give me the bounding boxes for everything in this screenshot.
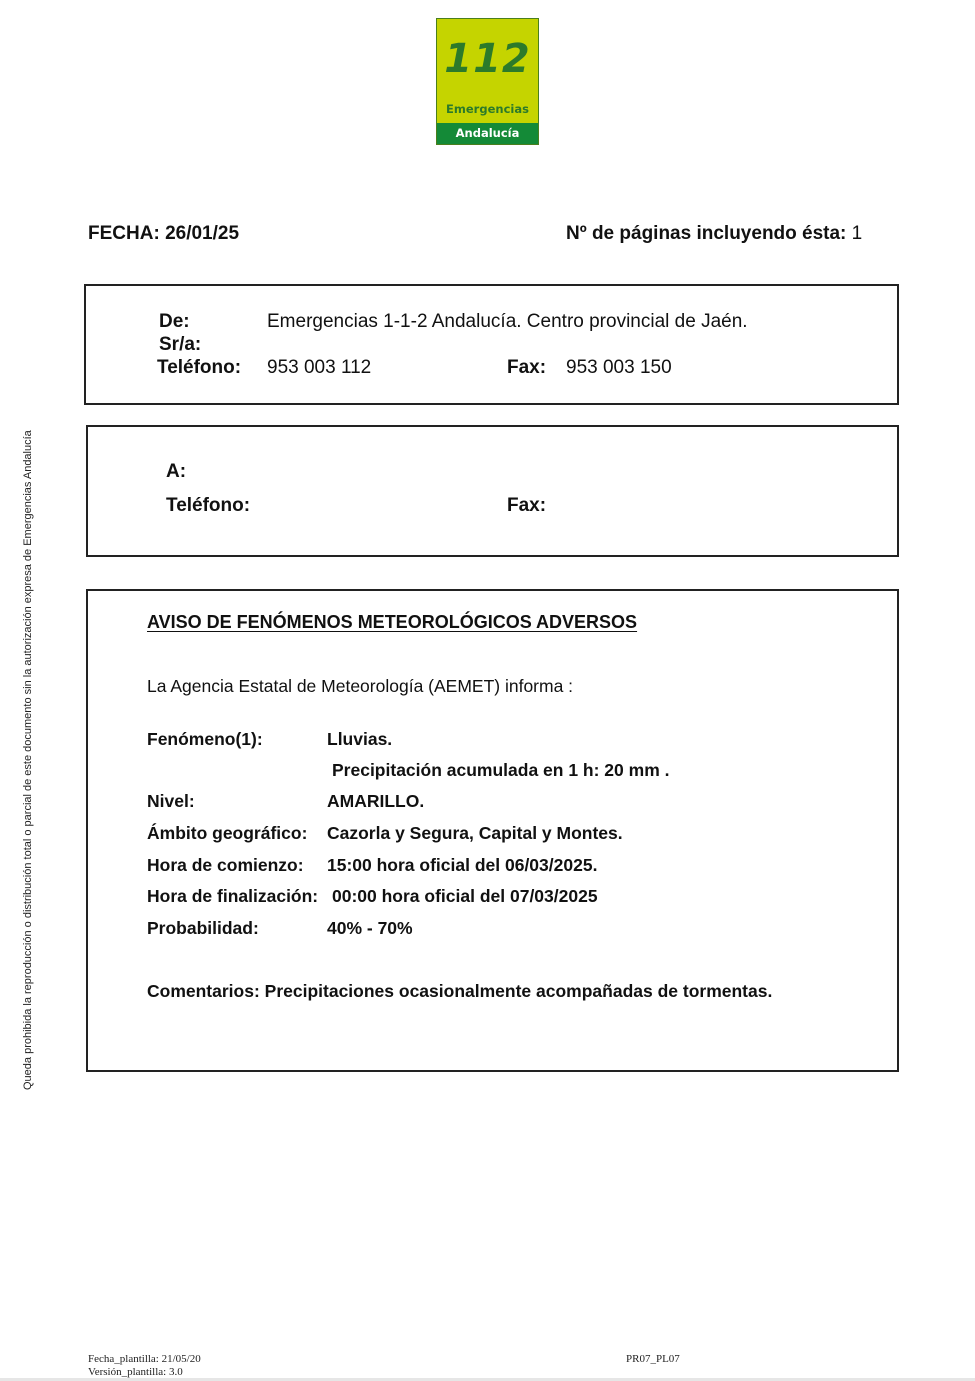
comentarios: Comentarios: Precipitaciones ocasionalmente acompañadas de tormentas. — [147, 981, 773, 1001]
comienzo-value: 15:00 hora oficial del 06/03/2025. — [327, 855, 598, 875]
logo-region: Andalucía — [437, 123, 538, 144]
sender-box — [84, 284, 899, 405]
sender-telefono-label: Teléfono: — [157, 357, 242, 378]
fenomeno-label: Fenómeno(1): — [147, 729, 263, 749]
nivel-value: AMARILLO. — [327, 791, 425, 811]
a-label: A: — [166, 461, 187, 482]
sender-fax-value: 953 003 150 — [566, 357, 672, 378]
fenomeno-detail: Precipitación acumulada en 1 h: 20 mm . — [332, 760, 670, 780]
emergencias-112-logo — [436, 18, 539, 145]
footer-version-plantilla: Versión_plantilla: 3.0 — [88, 1366, 183, 1378]
de-label: De: — [159, 311, 190, 332]
fecha-header — [88, 223, 239, 245]
probabilidad-label: Probabilidad: — [147, 918, 259, 938]
finalizacion-value: 00:00 hora oficial del 07/03/2025 — [332, 886, 598, 906]
sender-fax-label: Fax: — [507, 357, 547, 378]
footer-fecha-plantilla: Fecha_plantilla: 21/05/20 — [88, 1353, 201, 1365]
aviso-title: AVISO DE FENÓMENOS METEOROLÓGICOS ADVERSOS — [147, 612, 638, 632]
recipient-fax-label: Fax: — [507, 495, 547, 516]
fecha-value: 26/01/25 — [165, 223, 240, 244]
paginas-value: 1 — [851, 223, 863, 244]
logo-number: 112 — [444, 36, 531, 82]
fecha-label: FECHA: — [88, 223, 160, 244]
aviso-intro: La Agencia Estatal de Meteorología (AEMET) informa : — [147, 676, 574, 696]
de-value: Emergencias 1-1-2 Andalucía. Centro provincial de Jaén. — [267, 311, 748, 332]
footer-code: PR07_PL07 — [626, 1353, 680, 1365]
fenomeno-value: Lluvias. — [327, 729, 393, 749]
sender-telefono-value: 953 003 112 — [267, 357, 372, 378]
sra-label: Sr/a: — [159, 334, 202, 355]
finalizacion-label: Hora de finalización: — [147, 886, 319, 906]
recipient-telefono-label: Teléfono: — [166, 495, 251, 516]
ambito-label: Ámbito geográfico: — [147, 823, 308, 843]
paginas-label: Nº de páginas incluyendo ésta: — [566, 223, 847, 244]
side-legal-note: Queda prohibida la reproducción o distribución total o parcial de este documento sin la autorización expresa de Emergencias Andalucía — [22, 430, 34, 1090]
comienzo-label: Hora de comienzo: — [147, 855, 304, 875]
probabilidad-value: 40% - 70% — [327, 918, 413, 938]
paginas-header — [566, 223, 862, 245]
nivel-label: Nivel: — [147, 791, 195, 811]
ambito-value: Cazorla y Segura, Capital y Montes. — [327, 823, 623, 843]
recipient-box — [86, 425, 899, 557]
logo-subtitle: Emergencias — [446, 102, 529, 116]
